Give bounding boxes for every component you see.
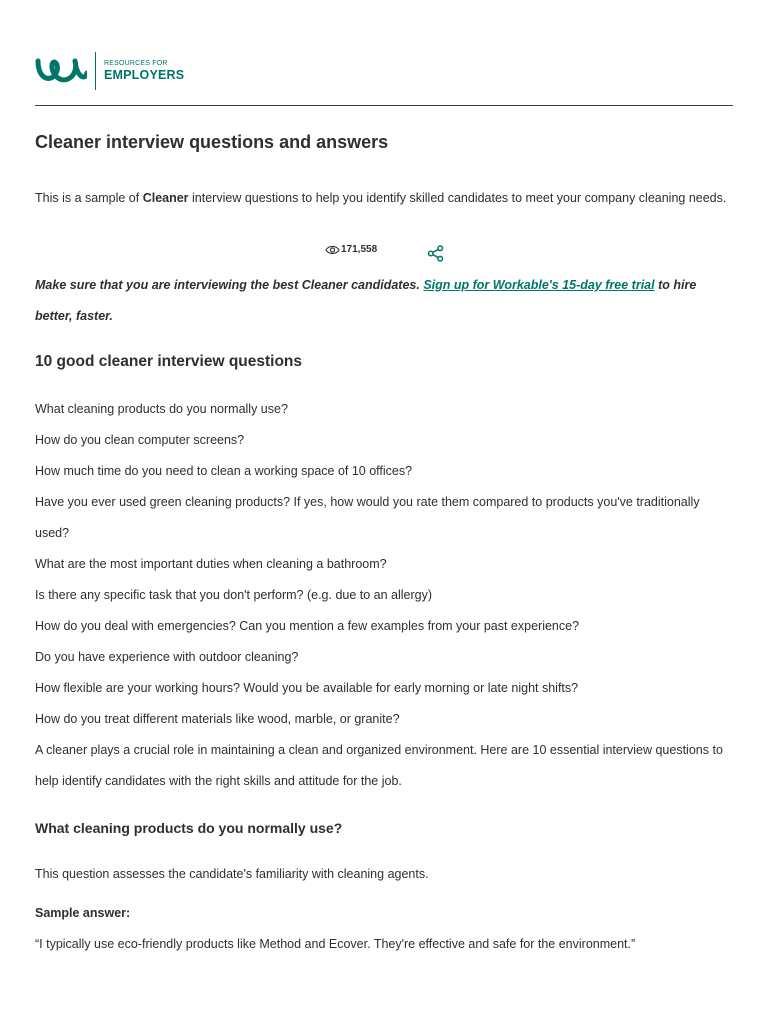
header-divider: [35, 105, 733, 106]
logo-divider: [95, 52, 96, 90]
logo-text[interactable]: [104, 59, 184, 83]
question-item: How do you treat different materials like wood, marble, or granite?: [35, 712, 400, 726]
sample-answer-text: “I typically use eco-friendly products like Method and Ecover. They're effective and safe for the environment.”: [35, 937, 636, 951]
free-trial-link[interactable]: Sign up for Workable's 15-day free trial: [423, 278, 655, 292]
intro-role: Cleaner: [142, 191, 189, 205]
question-item: How flexible are your working hours? Would you be available for early morning or late night shifts?: [35, 681, 579, 695]
question-item: Have you ever used green cleaning products? If yes, how would you rate them compared to products you've traditionally used?: [35, 495, 700, 540]
logo-subtitle: RESOURCES FOR: [104, 60, 168, 67]
question-item: Is there any specific task that you don't perform? (e.g. due to an allergy): [35, 588, 433, 602]
article-meta: [35, 244, 735, 264]
summary-paragraph: A cleaner plays a crucial role in maintaining a clean and organized environment. Here are 10 essential interview questions to help identify candidates with the right skills and attitude for the job.: [35, 743, 723, 788]
intro-paragraph: [35, 183, 730, 214]
question-item: What are the most important duties when cleaning a bathroom?: [35, 557, 387, 571]
sample-answer-label: Sample answer:: [35, 906, 131, 920]
view-count-value: 171,558: [341, 244, 378, 255]
logo-title: EMPLOYERS: [104, 68, 185, 82]
promo-text-end: to hire better, faster.: [35, 278, 697, 323]
intro-text-end: interview questions to help you identify skilled candidates to meet your company cleaning needs.: [188, 191, 727, 205]
section-description: This question assesses the candidate's familiarity with cleaning agents.: [35, 867, 429, 881]
promo-paragraph: [35, 270, 730, 332]
question-item: How do you clean computer screens?: [35, 433, 245, 447]
question-item: Do you have experience with outdoor cleaning?: [35, 650, 299, 664]
section-heading: What cleaning products do you normally use?: [35, 820, 343, 836]
workable-logo-icon[interactable]: [35, 51, 87, 91]
questions-list: [35, 394, 735, 797]
questions-heading: 10 good cleaner interview questions: [35, 353, 303, 370]
question-item: How much time do you need to clean a working space of 10 offices?: [35, 464, 413, 478]
share-icon[interactable]: [427, 245, 444, 262]
promo-text-start: Make sure that you are interviewing the best Cleaner candidates.: [35, 278, 424, 292]
question-item: What cleaning products do you normally use?: [35, 402, 288, 416]
eye-icon: [325, 245, 340, 255]
intro-text-start: This is a sample of: [35, 191, 143, 205]
page-title: Cleaner interview questions and answers: [35, 132, 389, 152]
question-item: How do you deal with emergencies? Can you mention a few examples from your past experience?: [35, 619, 580, 633]
site-header: [35, 50, 184, 92]
view-count: [325, 244, 377, 255]
